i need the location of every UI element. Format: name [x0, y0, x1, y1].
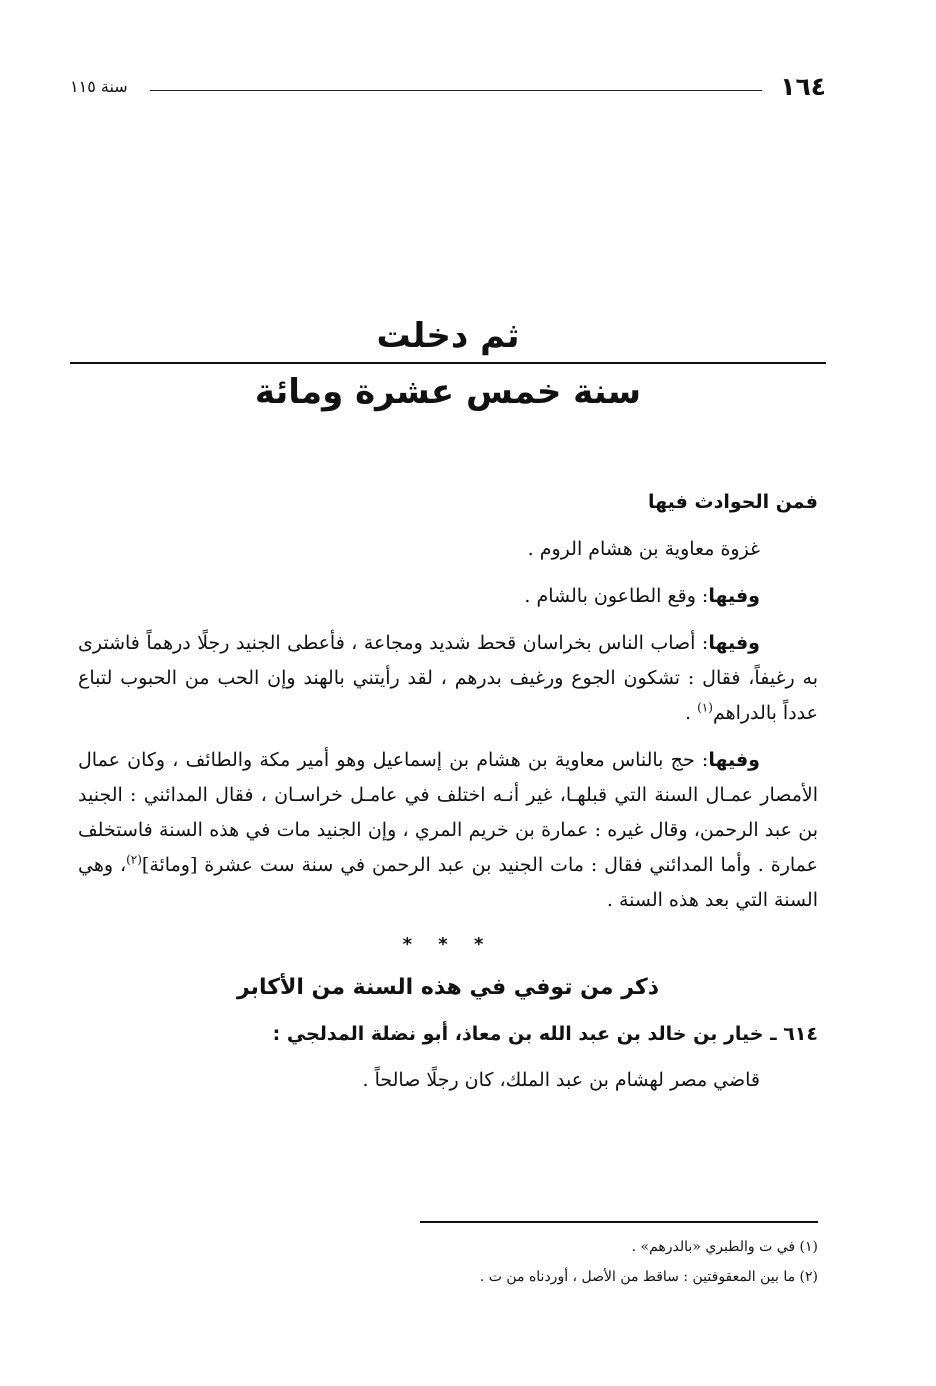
- footnote-ref: (٢): [126, 852, 142, 867]
- paragraph: [78, 626, 818, 731]
- section-separator: * * *: [402, 934, 494, 955]
- paragraph-text: غزوة معاوية بن هشام الروم .: [527, 538, 760, 560]
- section-heading: فمن الحوادث فيها: [648, 491, 818, 513]
- paragraph-lead: وفيها: [708, 749, 760, 771]
- paragraph-text: : أصاب الناس بخراسان قحط شديد ومجاعة ، فأعطى الجنيد رجلًا درهماً فاشترى به رغيفاً، فقال : تشكون الجوع ورغيف بدرهم ، لقد رأيتني بالهند وإن الحب من الحبوب لتباع عدداً بالدراهم: [78, 632, 818, 724]
- chapter-rule: [70, 362, 826, 364]
- chapter-title: سنة خمس عشرة ومائة: [254, 372, 642, 412]
- entry-title: ٦١٤ ـ خيار بن خالد بن عبد الله بن معاذ، أبو نضلة المدلجي :: [272, 1023, 818, 1045]
- footnote-ref: (١): [697, 700, 713, 715]
- chapter-heading: [70, 314, 826, 414]
- paragraph-tail: ، وهي السنة التي بعد هذه السنة .: [78, 854, 818, 911]
- footnotes: [78, 1232, 818, 1292]
- running-header: [70, 72, 826, 102]
- paragraph: [78, 743, 818, 918]
- entry-text: قاضي مصر لهشام بن عبد الملك، كان رجلًا صالحاً .: [362, 1069, 760, 1091]
- body-text: [78, 484, 818, 1098]
- paragraph: [78, 532, 818, 567]
- paragraph: [78, 579, 818, 614]
- running-header-year: سنة ١١٥: [70, 77, 128, 96]
- deaths-heading: ذكر من توفي في هذه السنة من الأكابر: [237, 975, 659, 1000]
- paragraph-text: : وقع الطاعون بالشام .: [524, 585, 709, 607]
- chapter-pre-title: ثم دخلت: [376, 316, 520, 356]
- paragraph-text: : حج بالناس معاوية بن هشام بن إسماعيل وهو أمير مكة والطائف ، وكان عمال الأمصار عمـال السنة التي قبلهـا، غير أنـه اختلف في عامـل خراسـان ، فقال المدائني : الجنيد بن عبد الرحمن، وقال غيره : عمارة بن خريم المري ، وإن الجنيد مات في هذه السنة فاستخلف عمارة . وأما المدائني فقال : مات الجنيد بن عبد الرحمن في سنة ست عشرة [ومائة]: [78, 749, 819, 876]
- footnote: (١) في ت والطبري «بالدرهم» .: [631, 1239, 818, 1255]
- page-number: ١٦٤: [780, 72, 826, 101]
- paragraph-lead: وفيها: [708, 585, 760, 607]
- paragraph-tail: .: [685, 702, 698, 724]
- header-rule: [150, 90, 762, 91]
- paragraph-lead: وفيها: [708, 632, 760, 654]
- footnote: (٢) ما بين المعقوفتين : ساقط من الأصل ، أوردناه من ت .: [479, 1269, 818, 1285]
- footnote-rule: [420, 1221, 818, 1223]
